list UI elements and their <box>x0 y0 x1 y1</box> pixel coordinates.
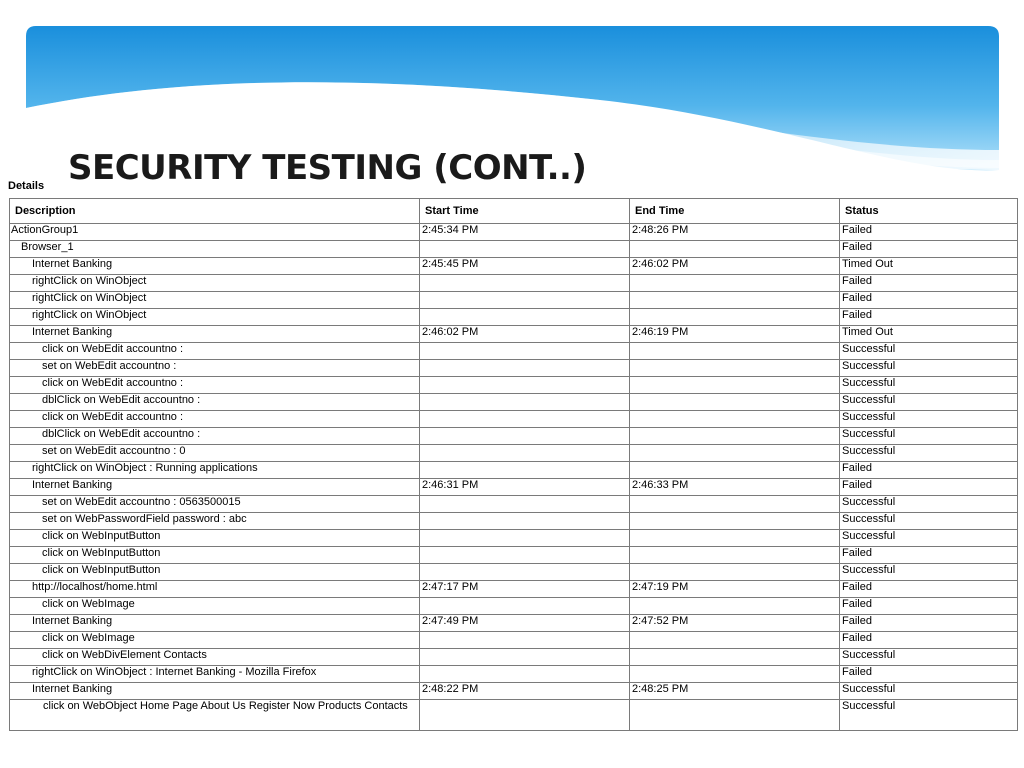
end-time-cell: 2:48:26 PM <box>630 224 840 241</box>
table-header-row <box>10 199 1018 224</box>
status-cell: Failed <box>840 309 1018 326</box>
table-row <box>10 428 1018 445</box>
end-time-cell <box>630 598 840 615</box>
header-status: Status <box>840 199 1018 224</box>
table-row <box>10 649 1018 666</box>
start-time-cell: 2:46:02 PM <box>420 326 630 343</box>
start-time-cell <box>420 649 630 666</box>
end-time-cell <box>630 411 840 428</box>
table-row <box>10 581 1018 598</box>
start-time-cell <box>420 564 630 581</box>
desc-cell: rightClick on WinObject <box>10 275 420 292</box>
desc-cell: rightClick on WinObject <box>10 309 420 326</box>
table-row <box>10 411 1018 428</box>
end-time-cell: 2:48:25 PM <box>630 683 840 700</box>
start-time-cell <box>420 411 630 428</box>
start-time-cell: 2:47:49 PM <box>420 615 630 632</box>
start-time-cell <box>420 241 630 258</box>
table-row <box>10 496 1018 513</box>
status-cell: Successful <box>840 683 1018 700</box>
status-cell: Failed <box>840 292 1018 309</box>
table-row <box>10 700 1018 731</box>
end-time-cell <box>630 700 840 731</box>
end-time-cell <box>630 360 840 377</box>
desc-cell: click on WebEdit accountno : <box>10 377 420 394</box>
status-cell: Failed <box>840 598 1018 615</box>
status-cell: Failed <box>840 615 1018 632</box>
end-time-cell <box>630 496 840 513</box>
desc-cell: click on WebDivElement Contacts <box>10 649 420 666</box>
start-time-cell <box>420 343 630 360</box>
table-row <box>10 241 1018 258</box>
status-cell: Failed <box>840 275 1018 292</box>
status-cell: Successful <box>840 530 1018 547</box>
desc-cell: Internet Banking <box>10 615 420 632</box>
start-time-cell <box>420 292 630 309</box>
desc-cell: dblClick on WebEdit accountno : <box>10 428 420 445</box>
status-cell: Failed <box>840 462 1018 479</box>
table-row <box>10 564 1018 581</box>
desc-cell: set on WebEdit accountno : 0563500015 <box>10 496 420 513</box>
desc-cell: click on WebEdit accountno : <box>10 411 420 428</box>
end-time-cell: 2:47:52 PM <box>630 615 840 632</box>
desc-cell: click on WebInputButton <box>10 547 420 564</box>
desc-cell: click on WebEdit accountno : <box>10 343 420 360</box>
status-cell: Timed Out <box>840 258 1018 275</box>
slide-title: SECURITY TESTING (CONT..) <box>68 148 587 188</box>
status-cell: Successful <box>840 377 1018 394</box>
status-cell: Failed <box>840 632 1018 649</box>
start-time-cell: 2:47:17 PM <box>420 581 630 598</box>
start-time-cell: 2:48:22 PM <box>420 683 630 700</box>
end-time-cell <box>630 530 840 547</box>
desc-cell: Internet Banking <box>10 683 420 700</box>
start-time-cell <box>420 309 630 326</box>
end-time-cell <box>630 547 840 564</box>
table-row <box>10 377 1018 394</box>
table-body <box>10 224 1018 731</box>
status-cell: Successful <box>840 445 1018 462</box>
end-time-cell <box>630 275 840 292</box>
end-time-cell <box>630 377 840 394</box>
end-time-cell <box>630 649 840 666</box>
end-time-cell: 2:47:19 PM <box>630 581 840 598</box>
start-time-cell <box>420 462 630 479</box>
desc-cell: Internet Banking <box>10 258 420 275</box>
desc-cell: Internet Banking <box>10 326 420 343</box>
desc-cell: set on WebEdit accountno : <box>10 360 420 377</box>
table-row <box>10 326 1018 343</box>
end-time-cell: 2:46:33 PM <box>630 479 840 496</box>
desc-cell: Internet Banking <box>10 479 420 496</box>
table-row <box>10 445 1018 462</box>
status-cell: Failed <box>840 241 1018 258</box>
status-cell: Successful <box>840 564 1018 581</box>
end-time-cell <box>630 513 840 530</box>
status-cell: Failed <box>840 224 1018 241</box>
end-time-cell <box>630 632 840 649</box>
status-cell: Successful <box>840 649 1018 666</box>
desc-cell: dblClick on WebEdit accountno : <box>10 394 420 411</box>
end-time-cell <box>630 428 840 445</box>
start-time-cell <box>420 360 630 377</box>
end-time-cell <box>630 343 840 360</box>
start-time-cell <box>420 547 630 564</box>
end-time-cell <box>630 292 840 309</box>
status-cell: Failed <box>840 581 1018 598</box>
table-row <box>10 394 1018 411</box>
results-table <box>9 198 1018 731</box>
status-cell: Successful <box>840 428 1018 445</box>
table-row <box>10 615 1018 632</box>
table-row <box>10 547 1018 564</box>
status-cell: Timed Out <box>840 326 1018 343</box>
start-time-cell <box>420 496 630 513</box>
status-cell: Successful <box>840 343 1018 360</box>
table-row <box>10 360 1018 377</box>
start-time-cell <box>420 513 630 530</box>
status-cell: Successful <box>840 394 1018 411</box>
header-end-time: End Time <box>630 199 840 224</box>
desc-cell: set on WebEdit accountno : 0 <box>10 445 420 462</box>
table-row <box>10 462 1018 479</box>
desc-cell: ActionGroup1 <box>10 224 420 241</box>
end-time-cell <box>630 309 840 326</box>
end-time-cell <box>630 241 840 258</box>
start-time-cell <box>420 275 630 292</box>
start-time-cell <box>420 530 630 547</box>
start-time-cell: 2:46:31 PM <box>420 479 630 496</box>
details-label: Details <box>8 180 45 192</box>
table-row <box>10 683 1018 700</box>
start-time-cell: 2:45:45 PM <box>420 258 630 275</box>
desc-cell: Browser_1 <box>10 241 420 258</box>
desc-cell: click on WebObject Home Page About Us Register Now Products Contacts <box>10 700 420 731</box>
start-time-cell <box>420 377 630 394</box>
table-row <box>10 343 1018 360</box>
status-cell: Successful <box>840 496 1018 513</box>
end-time-cell <box>630 394 840 411</box>
table-row <box>10 479 1018 496</box>
start-time-cell <box>420 700 630 731</box>
status-cell: Successful <box>840 411 1018 428</box>
start-time-cell <box>420 428 630 445</box>
start-time-cell <box>420 632 630 649</box>
desc-cell: http://localhost/home.html <box>10 581 420 598</box>
table-row <box>10 598 1018 615</box>
start-time-cell <box>420 445 630 462</box>
desc-cell: click on WebInputButton <box>10 564 420 581</box>
end-time-cell <box>630 445 840 462</box>
end-time-cell: 2:46:19 PM <box>630 326 840 343</box>
status-cell: Failed <box>840 666 1018 683</box>
end-time-cell <box>630 666 840 683</box>
table-row <box>10 275 1018 292</box>
table-row <box>10 632 1018 649</box>
desc-cell: click on WebInputButton <box>10 530 420 547</box>
table-row <box>10 258 1018 275</box>
desc-cell: click on WebImage <box>10 632 420 649</box>
table-row <box>10 513 1018 530</box>
start-time-cell <box>420 394 630 411</box>
status-cell: Failed <box>840 479 1018 496</box>
status-cell: Successful <box>840 700 1018 731</box>
status-cell: Successful <box>840 513 1018 530</box>
start-time-cell <box>420 666 630 683</box>
status-cell: Failed <box>840 547 1018 564</box>
end-time-cell <box>630 564 840 581</box>
table-row <box>10 530 1018 547</box>
desc-cell: click on WebImage <box>10 598 420 615</box>
start-time-cell: 2:45:34 PM <box>420 224 630 241</box>
end-time-cell: 2:46:02 PM <box>630 258 840 275</box>
desc-cell: set on WebPasswordField password : abc <box>10 513 420 530</box>
status-cell: Successful <box>840 360 1018 377</box>
header-description: Description <box>10 199 420 224</box>
end-time-cell <box>630 462 840 479</box>
desc-cell: rightClick on WinObject <box>10 292 420 309</box>
table-row <box>10 224 1018 241</box>
table-row <box>10 309 1018 326</box>
desc-cell: rightClick on WinObject : Internet Banking - Mozilla Firefox <box>10 666 420 683</box>
table-row <box>10 666 1018 683</box>
start-time-cell <box>420 598 630 615</box>
desc-cell: rightClick on WinObject : Running applications <box>10 462 420 479</box>
table-row <box>10 292 1018 309</box>
header-start-time: Start Time <box>420 199 630 224</box>
